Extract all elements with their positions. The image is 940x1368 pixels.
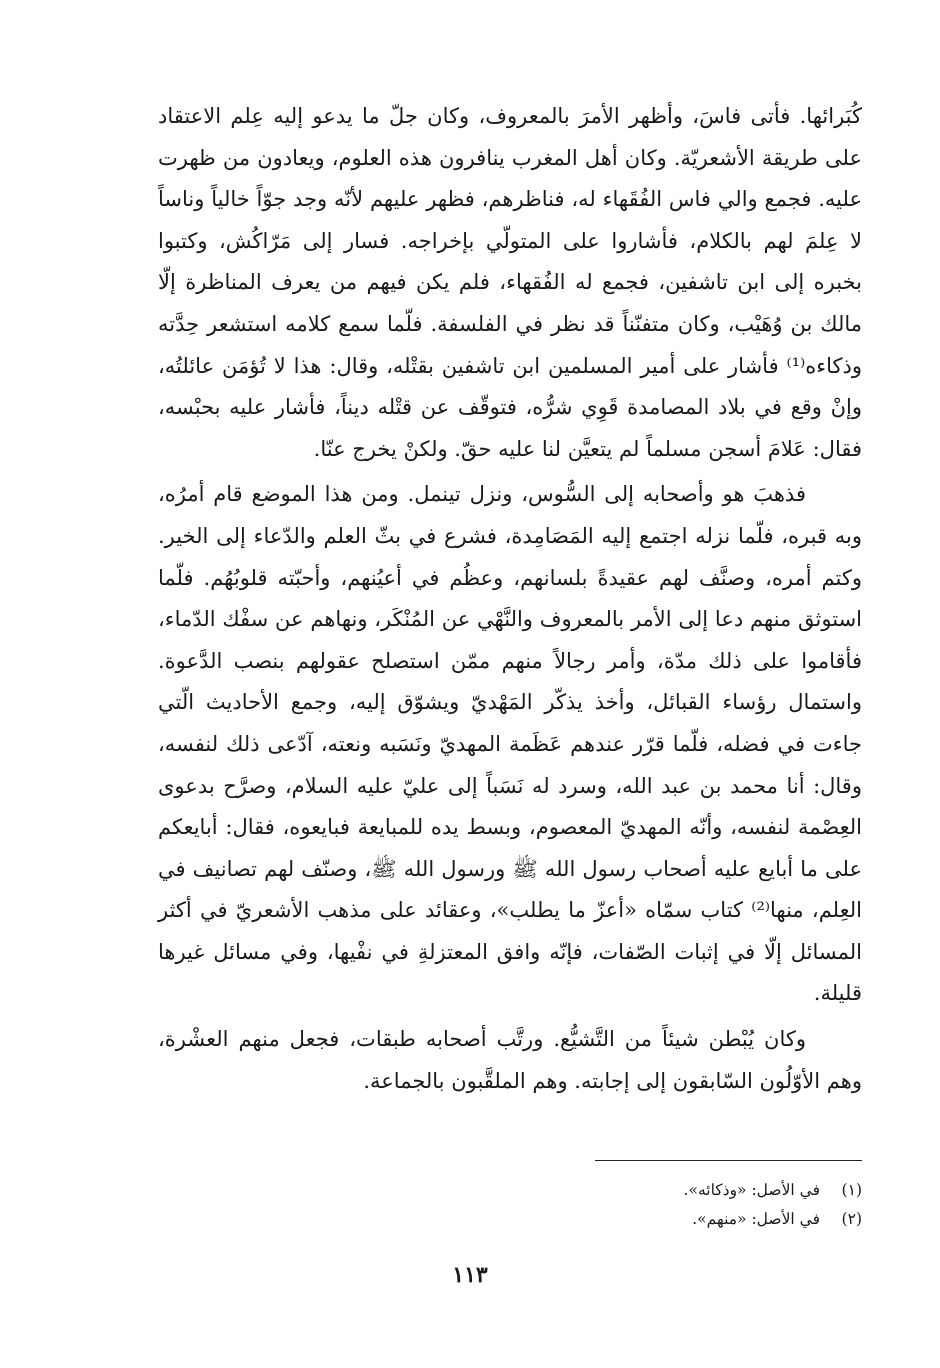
footnote-1 — [442, 1176, 862, 1205]
main-text — [158, 96, 862, 1102]
footnote-divider — [595, 1160, 862, 1161]
footnote-number: (١) — [841, 1181, 862, 1199]
page-number: ١١٣ — [452, 1262, 488, 1288]
paragraph-1: كُبَرائها. فأتى فاسَ، وأظهر الأمرَ بالمعروف، وكان جلّ ما يدعو إليه عِلم الاعتقاد على طريقة الأشعريّة. وكان أهل المغرب ينافرون هذه العلوم، ويعادون من ظهرت عليه. فجمع والي فاس الفُقَهاء له، فناظرهم، فظهر عليهم لأنّه وجد جوّاً خالياً وناساً لا عِلمَ لهم بالكلام، فأشاروا على المتولّي بإخراجه. فسار إلى مَرّاكُش، وكتبوا بخبره إلى ابن تاشفين، فجمع له الفُقهاء، فلم يكن فيهم من يعرف المناظرة إلّا مالك بن وُهَيْب، وكان متفنّناً قد نظر في الفلسفة. فلّما سمع كلامه استشعر حِدَّته وذكاءه⁽¹⁾ فأشار على أمير المسلمين ابن تاشفين بقتْله، وقال: هذا لا تُؤمَن عائلتُه، وإنْ وقع في بلاد المصامدة قَوِي شرُّه، فتوقّف عن قتْله ديناً، فأشار عليه بحبْسه، فقال: عَلامَ أسجن مسلماً لم يتعيَّن لنا عليه حقّ. ولكنْ يخرج عنّا. — [158, 104, 862, 461]
paragraph-3: وكان يُبْطن شيئاً من التَّشيُّع. ورتَّب أصحابه طبقات، فجعل منهم العشْرة، وهم الأوّلُون السّابقون إلى إجابته. وهم الملقَّبون بالجماعة. — [158, 1027, 862, 1093]
footnote-number: (٢) — [841, 1210, 862, 1228]
footnote-2 — [442, 1205, 862, 1234]
footnotes — [442, 1176, 862, 1234]
footnote-text: في الأصل: «وذكائه». — [683, 1181, 820, 1199]
paragraph-2: فذهبَ هو وأصحابه إلى السُّوس، ونزل تينمل. ومن هذا الموضع قام أمرُه، وبه قبره، فلّما نزله اجتمع إليه المَصَامِدة، فشرع في بثّ العلم والدّعاء إلى الخير. وكتم أمره، وصنَّف لهم عقيدةً بلسانهم، وعظُم في أعيُنهم، وأحبّته قلوبُهُم. فلّما استوثق منهم دعا إلى الأمر بالمعروف والنَّهْي عن المُنْكَر، ونهاهم عن سفْك الدّماء، فأقاموا على ذلك مدّة، وأمر رجالاً منهم ممّن استصلح عقولهم بنصب الدَّعوة. واستمال رؤساء القبائل، وأخذ يذكّر المَهْديّ ويشوّق إليه، وجمع الأحاديث الّتي جاءت في فضله، فلّما قرّر عندهم عَظَمة المهديّ ونَسَبه ونعته، آدّعى ذلك لنفسه، وقال: أنا محمد بن عبد الله، وسرد له نَسَباً إلى عليّ عليه السلام، وصرَّح بدعوى العِصْمة لنفسه، وأنّه المهديّ المعصوم، وبسط يده للمبايعة فبايعوه، فقال: أبايعكم على ما أبايع عليه أصحاب رسول الله ﷺ ورسول الله ﷺ، وصنّف لهم تصانيف في العِلم، منها⁽²⁾ كتاب سمّاه «أعزّ ما يطلب»، وعقائد على مذهب الأشعريّ في أكثر المسائل إلّا في إثبات الصّفات، فإنّه وافق المعتزلةِ في نفْيها، وفي مسائل غيرها قليلة. — [158, 482, 862, 1006]
footnote-text: في الأصل: «منهم». — [692, 1210, 820, 1228]
